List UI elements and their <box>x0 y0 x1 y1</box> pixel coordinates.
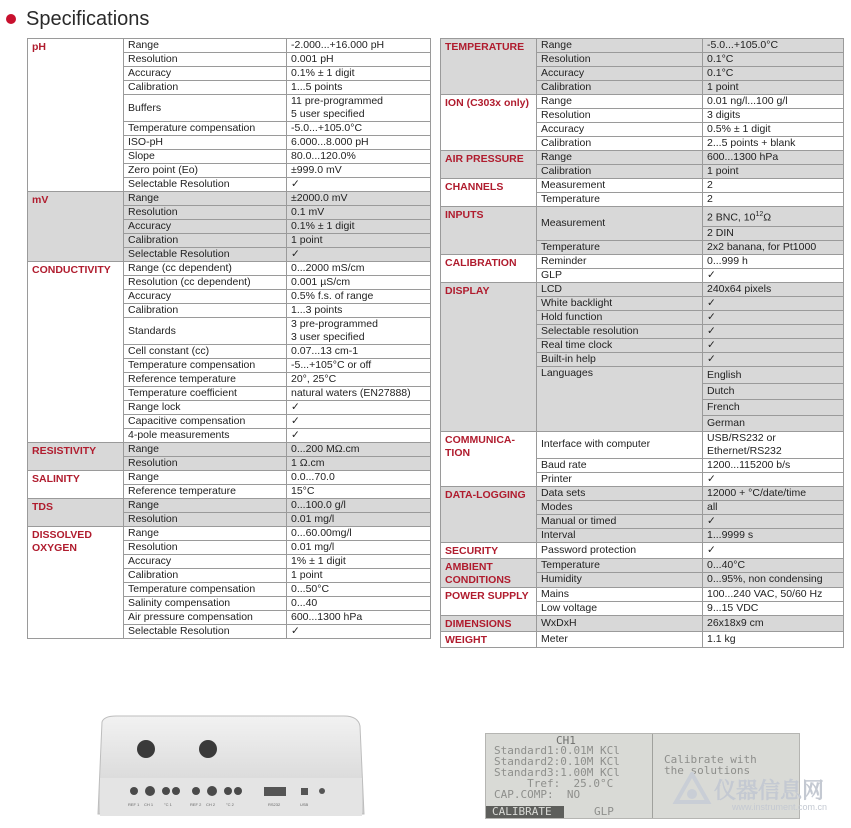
parameter-label: Range <box>124 471 287 485</box>
parameter-value: 600...1300 hPa <box>287 611 431 625</box>
table-row <box>441 486 844 500</box>
parameter-label: Reference temperature <box>124 373 287 387</box>
parameter-label: ISO-pH <box>124 136 287 150</box>
parameter-label: Range <box>124 39 287 53</box>
parameter-value: 3 digits <box>703 109 844 123</box>
parameter-value: 0.1 mV <box>287 206 431 220</box>
parameter-label: Range <box>537 95 703 109</box>
parameter-label: Temperature compensation <box>124 359 287 373</box>
parameter-label: Range (cc dependent) <box>124 262 287 276</box>
lcd-softkey: CALIBRATE <box>492 805 552 818</box>
parameter-value: 1...3 points <box>287 304 431 318</box>
table-row <box>28 262 431 276</box>
parameter-value: 0.01 mg/l <box>287 541 431 555</box>
table-row <box>441 631 844 647</box>
parameter-label: Languages <box>537 366 703 431</box>
parameter-value: French <box>703 399 844 415</box>
parameter-label: Password protection <box>537 542 703 558</box>
parameter-value: 1 Ω.cm <box>287 457 431 471</box>
parameter-label: Temperature <box>537 558 703 573</box>
parameter-label: Printer <box>537 472 703 486</box>
lcd-line: CAP.COMP: NO <box>494 788 581 801</box>
category-label: ION (C303x only) <box>441 95 537 151</box>
category-label: SALINITY <box>28 471 124 499</box>
parameter-value: ±999.0 mV <box>287 164 431 178</box>
parameter-value: 1 point <box>703 165 844 179</box>
parameter-label: Baud rate <box>537 458 703 472</box>
red-bullet-icon <box>6 14 16 24</box>
parameter-value: 0.1°C <box>703 67 844 81</box>
parameter-value <box>703 207 844 241</box>
category-label: pH <box>28 39 124 192</box>
parameter-value <box>287 318 431 345</box>
parameter-value: 12000 + °C/date/time <box>703 486 844 500</box>
parameter-value: 0...50°C <box>287 583 431 597</box>
parameter-value: Dutch <box>703 383 844 399</box>
port-label: REF 2 <box>190 802 202 807</box>
port-label: RS232 <box>268 802 281 807</box>
watermark-text: 仪器信息网 <box>714 779 825 804</box>
parameter-value: 1 point <box>287 234 431 248</box>
parameter-value: German <box>703 415 844 431</box>
table-row <box>28 192 431 206</box>
parameter-label: Temperature <box>537 240 703 254</box>
value-line: 11 pre-programmed <box>291 95 384 107</box>
parameter-value: English <box>703 366 844 383</box>
parameter-value: ✓ <box>703 268 844 282</box>
parameter-label: Resolution <box>537 109 703 123</box>
table-row <box>28 527 431 541</box>
parameter-value: 2 <box>703 193 844 207</box>
table-row <box>441 151 844 165</box>
category-label: COMMUNICA-TION <box>441 431 537 486</box>
parameter-label: GLP <box>537 268 703 282</box>
category-label: TEMPERATURE <box>441 39 537 95</box>
category-label: TDS <box>28 499 124 527</box>
parameter-value: 26x18x9 cm <box>703 615 844 631</box>
parameter-label: Calibration <box>124 569 287 583</box>
parameter-value: ✓ <box>703 472 844 486</box>
port-label: CH 2 <box>206 802 216 807</box>
category-label: CALIBRATION <box>441 254 537 282</box>
category-label: DISSOLVED OXYGEN <box>28 527 124 639</box>
category-label: AIR PRESSURE <box>441 151 537 179</box>
lcd-right-line: Calibrate with <box>664 753 757 766</box>
table-row <box>441 542 844 558</box>
parameter-label: Cell constant (cc) <box>124 345 287 359</box>
parameter-value: ✓ <box>287 401 431 415</box>
parameter-value: -5...+105°C or off <box>287 359 431 373</box>
parameter-value: 0.5% ± 1 digit <box>703 123 844 137</box>
table-row <box>441 615 844 631</box>
parameter-value: all <box>703 500 844 514</box>
port-label: CH 1 <box>144 802 154 807</box>
parameter-label: Reminder <box>537 254 703 268</box>
category-label: SECURITY <box>441 542 537 558</box>
value-line: 2 DIN <box>707 226 734 239</box>
parameter-label: Temperature coefficient <box>124 387 287 401</box>
parameter-label: Temperature <box>537 193 703 207</box>
parameter-label: Capacitive compensation <box>124 415 287 429</box>
parameter-label: Selectable Resolution <box>124 625 287 639</box>
table-row <box>441 179 844 193</box>
parameter-label: Hold function <box>537 310 703 324</box>
parameter-value: 1200...115200 b/s <box>703 458 844 472</box>
parameter-value: 80.0...120.0% <box>287 150 431 164</box>
parameter-value: ✓ <box>703 324 844 338</box>
parameter-value: 0.0...70.0 <box>287 471 431 485</box>
lcd-header: CH1 <box>556 734 576 747</box>
left-spec-table <box>27 38 431 639</box>
parameter-value: ✓ <box>287 178 431 192</box>
parameter-value: 15°C <box>287 485 431 499</box>
table-row <box>28 443 431 457</box>
parameter-label: Salinity compensation <box>124 597 287 611</box>
lcd-line: Tref: 25.0°C <box>494 777 614 790</box>
parameter-label: Buffers <box>124 95 287 122</box>
value-line: 3 user specified <box>291 331 365 343</box>
parameter-value: 0.01 ng/l...100 g/l <box>703 95 844 109</box>
parameter-label: Range <box>124 443 287 457</box>
parameter-label: Resolution (cc dependent) <box>124 276 287 290</box>
value-text: 2 BNC, 10 <box>707 211 756 224</box>
value-line: USB/RS232 or <box>707 431 776 444</box>
value-line: 3 pre-programmed <box>291 318 378 330</box>
parameter-label: Range <box>124 527 287 541</box>
port-label: °C 1 <box>164 802 172 807</box>
parameter-label: Calibration <box>124 81 287 95</box>
parameter-value: 240x64 pixels <box>703 282 844 296</box>
parameter-label: Selectable resolution <box>537 324 703 338</box>
parameter-value: ✓ <box>703 514 844 528</box>
parameter-value: ✓ <box>287 625 431 639</box>
parameter-label: Range <box>124 192 287 206</box>
category-label: CHANNELS <box>441 179 537 207</box>
category-label: DISPLAY <box>441 282 537 431</box>
parameter-value: 2 <box>703 179 844 193</box>
parameter-value: 6.000...8.000 pH <box>287 136 431 150</box>
lcd-line: Standard3:1.00M KCl <box>494 766 620 779</box>
parameter-label: Mains <box>537 587 703 601</box>
parameter-value: ✓ <box>703 310 844 324</box>
category-label: mV <box>28 192 124 262</box>
parameter-label: Accuracy <box>124 67 287 81</box>
parameter-label: Calibration <box>537 165 703 179</box>
parameter-label: Data sets <box>537 486 703 500</box>
parameter-value: ✓ <box>287 248 431 262</box>
value-unit: Ω <box>763 211 772 224</box>
section-header <box>6 6 149 32</box>
category-label: POWER SUPPLY <box>441 587 537 615</box>
parameter-label: Modes <box>537 500 703 514</box>
parameter-label: Range <box>537 39 703 53</box>
parameter-value <box>703 431 844 458</box>
parameter-label: Selectable Resolution <box>124 178 287 192</box>
parameter-label: LCD <box>537 282 703 296</box>
category-label: INPUTS <box>441 207 537 255</box>
parameter-value: 0.07...13 cm-1 <box>287 345 431 359</box>
parameter-value: 1 point <box>287 569 431 583</box>
lcd-line: Standard2:0.10M KCl <box>494 755 620 768</box>
watermark-url: www.instrument.com.cn <box>732 802 828 812</box>
parameter-label: Built-in help <box>537 352 703 366</box>
category-label: WEIGHT <box>441 631 537 647</box>
category-label: CONDUCTIVITY <box>28 262 124 443</box>
parameter-label: Calibration <box>124 304 287 318</box>
table-row <box>28 39 431 53</box>
value-exponent: 12 <box>755 211 764 218</box>
parameter-value: 100...240 VAC, 50/60 Hz <box>703 587 844 601</box>
right-spec-table <box>440 38 844 648</box>
parameter-value: 0.1% ± 1 digit <box>287 220 431 234</box>
parameter-label: Slope <box>124 150 287 164</box>
parameter-value: 0.001 µS/cm <box>287 276 431 290</box>
parameter-value: 0.001 pH <box>287 53 431 67</box>
value-line <box>703 207 843 227</box>
parameter-value: 2x2 banana, for Pt1000 <box>703 240 844 254</box>
parameter-value: 0...40 <box>287 597 431 611</box>
parameter-value: 0...60.00mg/l <box>287 527 431 541</box>
parameter-value: ✓ <box>287 429 431 443</box>
parameter-value: 1 point <box>703 81 844 95</box>
parameter-value: ✓ <box>703 352 844 366</box>
parameter-value: 0.1% ± 1 digit <box>287 67 431 81</box>
parameter-label: Resolution <box>124 541 287 555</box>
parameter-label: Interface with computer <box>537 431 703 458</box>
table-row <box>441 431 844 458</box>
parameter-label: Zero point (Eo) <box>124 164 287 178</box>
parameter-label: Measurement <box>537 179 703 193</box>
parameter-value: 0.1°C <box>703 53 844 67</box>
parameter-value: 9...15 VDC <box>703 601 844 615</box>
parameter-label: Resolution <box>537 53 703 67</box>
parameter-value: 1.1 kg <box>703 631 844 647</box>
table-row <box>441 558 844 573</box>
parameter-label: 4-pole measurements <box>124 429 287 443</box>
parameter-value: ✓ <box>703 338 844 352</box>
category-label: RESISTIVITY <box>28 443 124 471</box>
parameter-value: 600...1300 hPa <box>703 151 844 165</box>
parameter-value: -2.000...+16.000 pH <box>287 39 431 53</box>
parameter-label: Range <box>537 151 703 165</box>
parameter-value: ±2000.0 mV <box>287 192 431 206</box>
parameter-value: 0...40°C <box>703 558 844 573</box>
parameter-label: Calibration <box>124 234 287 248</box>
category-label: AMBIENT CONDITIONS <box>441 558 537 587</box>
parameter-label: Real time clock <box>537 338 703 352</box>
table-row <box>441 282 844 296</box>
parameter-label: Humidity <box>537 573 703 588</box>
parameter-value: -5.0...+105.0°C <box>703 39 844 53</box>
parameter-label: Standards <box>124 318 287 345</box>
parameter-value: ✓ <box>703 542 844 558</box>
category-label: DIMENSIONS <box>441 615 537 631</box>
parameter-value: 0...200 MΩ.cm <box>287 443 431 457</box>
port-label: USB <box>300 802 309 807</box>
parameter-value <box>287 95 431 122</box>
category-label: DATA-LOGGING <box>441 486 537 542</box>
parameter-label: Manual or timed <box>537 514 703 528</box>
parameter-label: Accuracy <box>124 220 287 234</box>
parameter-value: 20°, 25°C <box>287 373 431 387</box>
parameter-value: -5.0...+105.0°C <box>287 122 431 136</box>
port-label: REF 1 <box>128 802 140 807</box>
table-row <box>441 39 844 53</box>
lcd-divider <box>652 734 653 818</box>
parameter-value: 0.01 mg/l <box>287 513 431 527</box>
table-row <box>28 499 431 513</box>
parameter-label: Calibration <box>537 137 703 151</box>
parameter-label: Reference temperature <box>124 485 287 499</box>
parameter-value: 1% ± 1 digit <box>287 555 431 569</box>
parameter-value: ✓ <box>287 415 431 429</box>
table-row <box>28 471 431 485</box>
value-line: Ethernet/RS232 <box>707 444 782 457</box>
parameter-value: 0...95%, non condensing <box>703 573 844 588</box>
table-row <box>441 95 844 109</box>
parameter-value: 2...5 points + blank <box>703 137 844 151</box>
parameter-label: Accuracy <box>124 555 287 569</box>
table-row <box>441 207 844 241</box>
parameter-label: Resolution <box>124 53 287 67</box>
watermark <box>672 768 842 818</box>
parameter-label: Selectable Resolution <box>124 248 287 262</box>
parameter-value: 0...100.0 g/l <box>287 499 431 513</box>
page-title: Specifications <box>26 7 150 30</box>
parameter-label: Temperature compensation <box>124 583 287 597</box>
parameter-label: Range lock <box>124 401 287 415</box>
value-line: 5 user specified <box>291 108 365 120</box>
parameter-label: Range <box>124 499 287 513</box>
parameter-label: Resolution <box>124 457 287 471</box>
watermark-logo-icon <box>672 772 712 812</box>
parameter-label: Temperature compensation <box>124 122 287 136</box>
parameter-label: Air pressure compensation <box>124 611 287 625</box>
parameter-label: Accuracy <box>537 123 703 137</box>
parameter-value: 0...999 h <box>703 254 844 268</box>
parameter-label: Interval <box>537 528 703 542</box>
parameter-label: Low voltage <box>537 601 703 615</box>
meter-rear-panel-image <box>96 714 366 820</box>
parameter-value: natural waters (EN27888) <box>287 387 431 401</box>
parameter-label: Accuracy <box>124 290 287 304</box>
table-row <box>441 587 844 601</box>
parameter-value: 0...2000 mS/cm <box>287 262 431 276</box>
port-label: °C 2 <box>226 802 234 807</box>
parameter-label: Meter <box>537 631 703 647</box>
lcd-line: Standard1:0.01M KCl <box>494 744 620 757</box>
parameter-label: Accuracy <box>537 67 703 81</box>
parameter-value: 1...9999 s <box>703 528 844 542</box>
table-row <box>441 254 844 268</box>
parameter-label: Resolution <box>124 206 287 220</box>
parameter-label: WxDxH <box>537 615 703 631</box>
parameter-label: White backlight <box>537 296 703 310</box>
lcd-softkey: GLP <box>594 805 614 818</box>
parameter-value: 1...5 points <box>287 81 431 95</box>
parameter-value: 0.5% f.s. of range <box>287 290 431 304</box>
parameter-value: ✓ <box>703 296 844 310</box>
lcd-right-line: the solutions <box>664 764 751 777</box>
parameter-label: Calibration <box>537 81 703 95</box>
parameter-label: Measurement <box>537 207 703 241</box>
parameter-label: Resolution <box>124 513 287 527</box>
